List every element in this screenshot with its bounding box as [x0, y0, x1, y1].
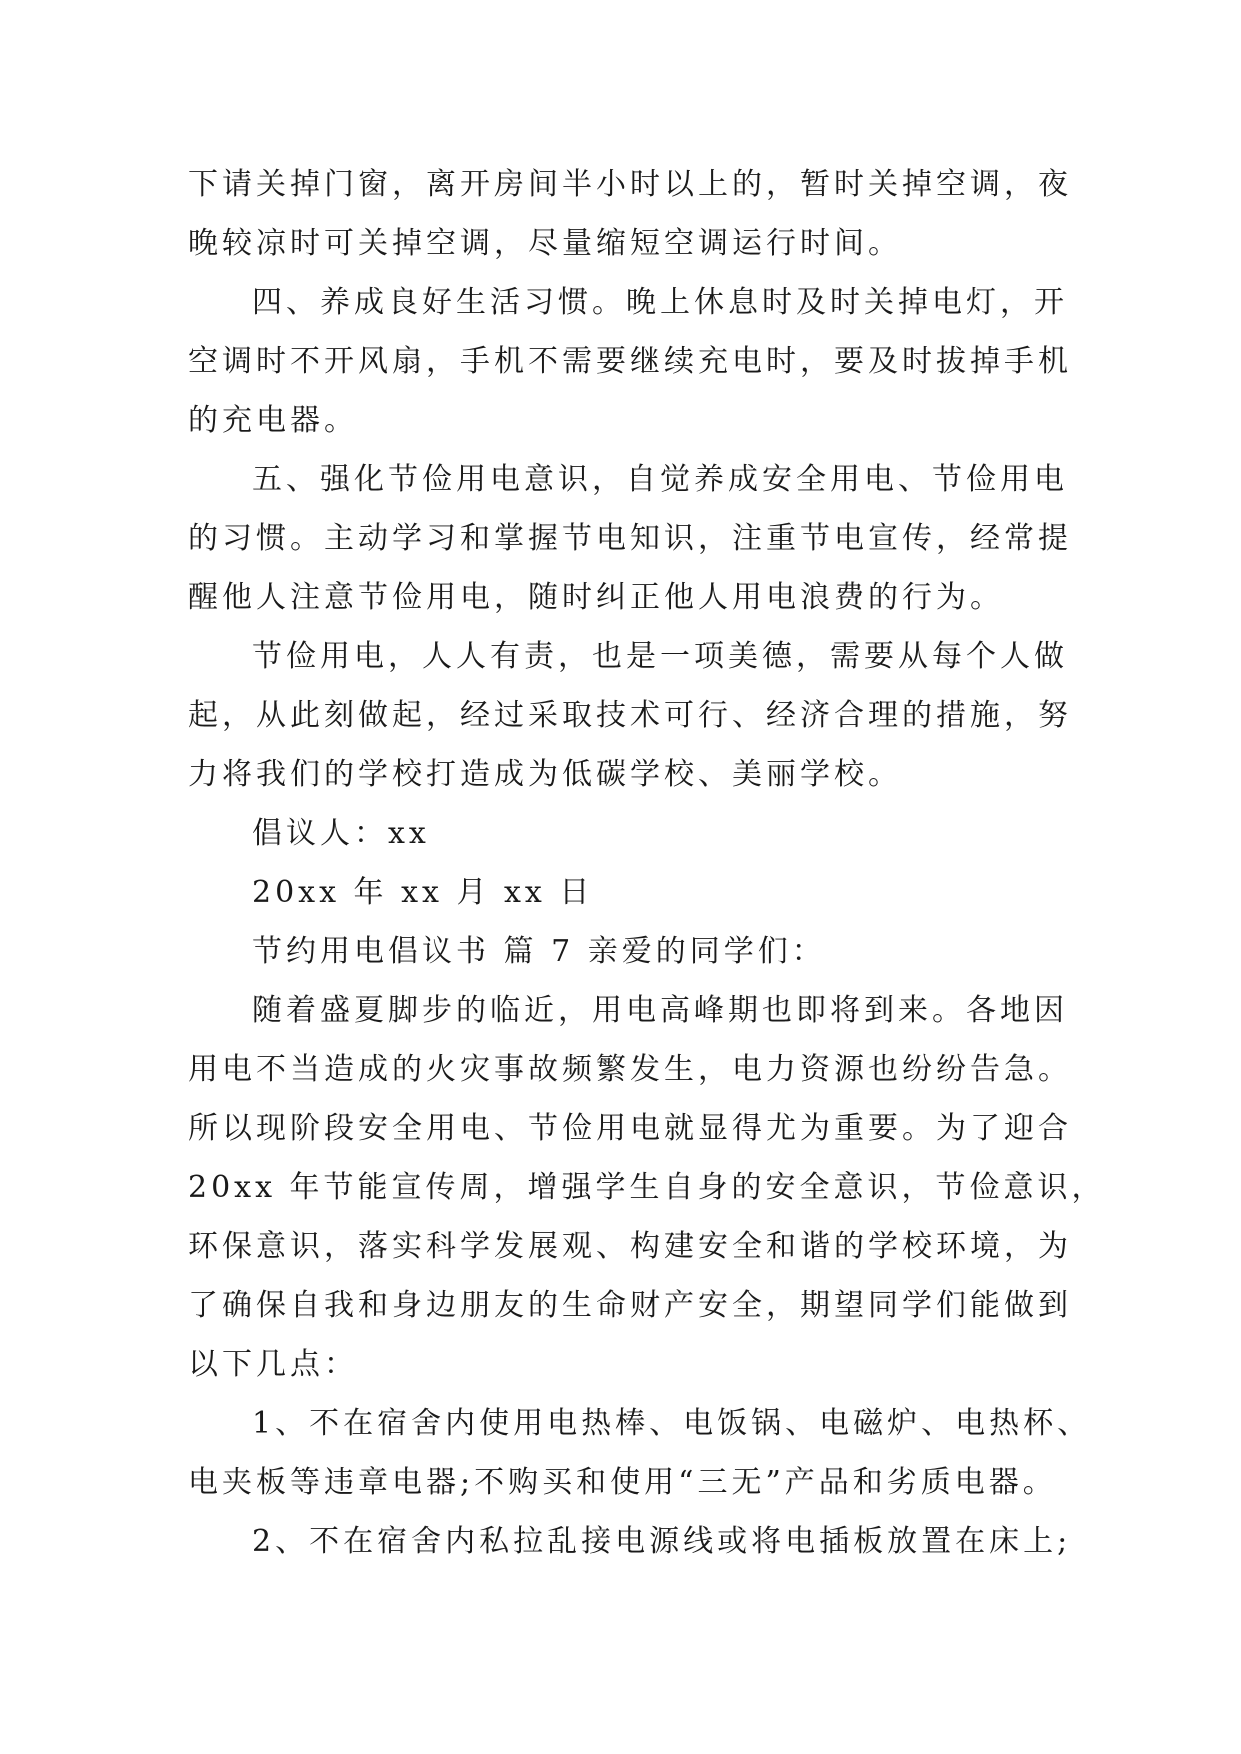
document-body	[188, 155, 1106, 1571]
text-line: 四、养成良好生活习惯。晚上休息时及时关掉电灯，开	[252, 285, 1068, 320]
text-line: 晚较凉时可关掉空调，尽量缩短空调运行时间。	[188, 226, 902, 261]
text-line: 1、不在宿舍内使用电热棒、电饭锅、电磁炉、电热杯、	[252, 1406, 1092, 1441]
text-line: 五、强化节俭用电意识，自觉养成安全用电、节俭用电	[252, 462, 1068, 497]
text-line: 醒他人注意节俭用电，随时纠正他人用电浪费的行为。	[188, 580, 1004, 615]
text-line: 20xx 年节能宣传周，增强学生自身的安全意识，节俭意识，	[188, 1170, 1106, 1205]
text-line: 空调时不开风扇，手机不需要继续充电时，要及时拔掉手机	[188, 344, 1072, 379]
text-line: 倡议人：xx	[252, 816, 430, 851]
text-line: 了确保自我和身边朋友的生命财产安全，期望同学们能做到	[188, 1288, 1072, 1323]
text-line: 以下几点：	[188, 1347, 358, 1382]
text-line: 2、不在宿舍内私拉乱接电源线或将电插板放置在床上;	[252, 1524, 1072, 1559]
text-line: 起，从此刻做起，经过采取技术可行、经济合理的措施，努	[188, 698, 1072, 733]
text-line: 20xx 年 xx 月 xx 日	[252, 875, 594, 910]
text-line: 节约用电倡议书 篇 7 亲爱的同学们：	[252, 934, 826, 969]
text-line: 的习惯。主动学习和掌握节电知识，注重节电宣传，经常提	[188, 521, 1072, 556]
text-line: 所以现阶段安全用电、节俭用电就显得尤为重要。为了迎合	[188, 1111, 1072, 1146]
text-line: 的充电器。	[188, 403, 358, 438]
text-line: 用电不当造成的火灾事故频繁发生，电力资源也纷纷告急。	[188, 1052, 1072, 1087]
text-line: 下请关掉门窗，离开房间半小时以上的，暂时关掉空调，夜	[188, 167, 1072, 202]
text-line: 节俭用电，人人有责，也是一项美德，需要从每个人做	[252, 639, 1068, 674]
text-line: 电夹板等违章电器;不购买和使用“三无”产品和劣质电器。	[188, 1465, 1057, 1500]
text-line: 力将我们的学校打造成为低碳学校、美丽学校。	[188, 757, 902, 792]
text-line: 随着盛夏脚步的临近，用电高峰期也即将到来。各地因	[252, 993, 1068, 1028]
text-line: 环保意识，落实科学发展观、构建安全和谐的学校环境，为	[188, 1229, 1072, 1264]
